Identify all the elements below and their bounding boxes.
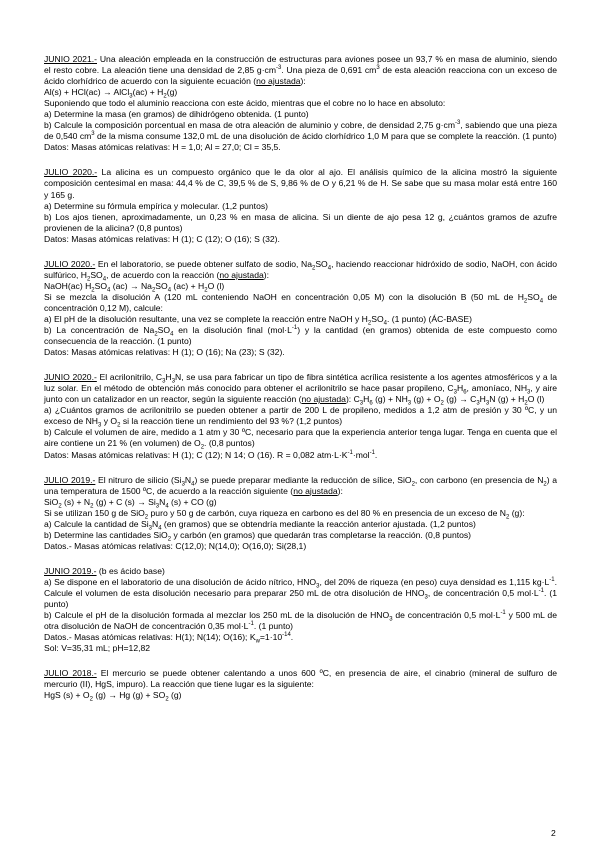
problem-junio-2019 xyxy=(44,566,557,654)
question-b: b) Calcule el pH de la disolución formada al mezclar los 250 mL de la disolución de $HNO_3$ de concentración 0,5 $mol\cdot L^{-1}$ y 500 mL de otra disolución de NaOH de concentración 0,35 $mol\cdot L^{-1}$. (1 punto) xyxy=(44,610,557,632)
chemical-equation: SiO$_2$ $(s) + N_2$ (g) + C $(s) \to Si_3N_4$ (s) + CO (g) xyxy=(44,496,217,510)
problem-intro: JUNIO 2019.- (b es ácido base) xyxy=(44,565,165,576)
question-a: a) Se dispone en el laboratorio de una disolución de ácido nítrico, $HNO_3$, del 20% de riqueza (en peso) cuya densidad es 1,115 $kg\cdot L^{-1}$. Calcule el volumen de esta disolución necesario para preparar 250 mL de otra disolución de $HNO_3$, de concentración 0,5 $mol\cdot L^{-1}$. (1 punto) xyxy=(44,576,557,610)
question-a: a) El pH de la disolución resultante, una vez se complete la reacción entre NaOH y $H_2SO_4$. (1 punto) (ÁC-BASE) xyxy=(44,313,472,327)
problem-julio-2020-sulfato xyxy=(44,259,557,358)
problem-date: JUNIO 2019.- xyxy=(44,565,97,576)
problem-date: JULIO 2019.- xyxy=(44,474,96,485)
problem-date: JULIO 2020.- xyxy=(44,258,96,269)
problem-data: Datos: Masas atómicas relativas: H (1); C (12); N 14; O (16). R = 0,082 $atm\cdot L\cdot K^{-1}\cdot mol^{-1}$. xyxy=(44,449,378,460)
page-number: 2 xyxy=(551,828,556,838)
problem-date: JULIO 2020.- xyxy=(44,167,98,178)
problem-date: JULIO 2018.- xyxy=(44,668,97,679)
question-a: a) Calcule la cantidad de $Si_3N_4$ (en gramos) que se obtendría mediante la reacción anterior ajustada. (1,2 puntos) xyxy=(44,518,476,532)
chemical-equation: HgS $(s) + O_2$ (g) → Hg $(g) + SO_2$ (g) xyxy=(44,690,182,704)
problem-data: Datos.- Masas atómicas relativas: C(12,0); N(14,0); O(16,0); Si(28,1) xyxy=(44,540,307,551)
problem-data: Datos: Masas atómicas relativas: H = 1,0; Al = 27,0; Cl = 35,5. xyxy=(44,142,281,153)
problem-date: JUNIO 2020.- xyxy=(44,372,97,383)
problem-julio-2019 xyxy=(44,475,557,552)
problem-intro: JULIO 2020.- En el laboratorio, se puede obtener sulfato de sodio, $Na_2SO_4$, haciendo reaccionar hidróxido de sodio, NaOH, con ácido sulfúrico, $H_2SO_4$, de acuerdo con la reacción (no ajustada): xyxy=(44,258,557,283)
question-a: a) ¿Cuántos gramos de acrilonitrilo se pueden obtener a partir de 200 L de propileno, medidos a 1,2 atm de presión y 30 ºC, y un exceso de $NH_3$ y $O_2$ si la reacción tiene un rendimiento del 93 %? (1,2 puntos) xyxy=(44,405,557,430)
problem-text: Si se utilizan 150 g de SiO$_2$ puro y 50 g de carbón, cuya riqueza en carbono es del 80 % en presencia de un exceso de $N_2$ (g): xyxy=(44,507,525,521)
question-b: b) Calcule la composición porcentual en masa de otra aleación de aluminio y cobre, de densidad 2,75 $g\cdot cm^{-3}$, sabiendo que una pieza de 0,540 $cm^3$ de la misma consume 132,0 mL de una disolución de ácido clorhídrico 1,0 M para que se complete la reacción. (1 punto) xyxy=(44,120,557,142)
chemical-equation: NaOH(ac) $H_2SO_4$ $(ac) \to Na_2SO_4$ $(ac) + H_2O$ (l) xyxy=(44,280,225,294)
problem-intro: JUNIO 2020.- El acrilonitrilo, $C_3H_3N$, se usa para fabricar un tipo de fibra sintética acrílica resistente a los agentes atmosféricos y a la luz solar. En el método de obtención más conocido para obtener el acrilonitrilo se hace pasar propileno, $C_3H_6$, amoníaco, $NH_3$, y aire junto con un catalizador en un reactor, según la siguiente reacción (no ajustada): $C_3H_6$ $(g) + NH_3$ $(g) + O_2$ $(g) \to C_3H_3N$ $(g) + H_2O$ (l) xyxy=(44,372,557,407)
problem-julio-2018 xyxy=(44,668,558,704)
problem-julio-2020-alicina xyxy=(44,167,557,244)
question-b: b) Determine las cantidades SiO$_2$ y carbón (en gramos) que quedarán tras completarse la reacción. (0,8 puntos) xyxy=(44,529,472,543)
problem-intro: JULIO 2019.- El nitruro de silicio $(Si_3N_4)$ se puede preparar mediante la reducción de sílice, SiO$_2$, con carbono (en presencia de $N_2$) a una temperatura de 1500 ºC, de acuerdo a la reacción siguiente (no ajustada): xyxy=(44,474,558,496)
problem-intro: JULIO 2020.- La alicina es un compuesto orgánico que le da olor al ajo. El análisis químico de la alicina mostró la siguiente composición centesimal en masa: 44,4 % de C, 39,5 % de S, 9,86 % de O y 6,21 % de H. Se sabe que su masa molar está entre 160 y 165 g. xyxy=(44,167,558,200)
document-page xyxy=(44,54,557,715)
problem-intro: JULIO 2018.- El mercurio se puede obtener calentando a unos 600 ºC, en presencia de aire, el cinabrio (mineral de sulfuro de mercurio (II), HgS, impuro). La reacción que tiene lugar es la siguiente: xyxy=(44,668,558,690)
problem-data: Datos: Masas atómicas relativas: H (1); O (16); Na (23); S (32). xyxy=(44,347,285,358)
problem-date: JUNIO 2021.- xyxy=(44,54,97,64)
solution-text: Sol: V=35,31 mL; pH=12,82 xyxy=(44,643,151,654)
question-b: b) Los ajos tienen, aproximadamente, un 0,23 % en masa de alicina. Si un diente de ajo pesa 12 g, ¿cuántos gramos de azufre provienen de la alicina? (0,8 puntos) xyxy=(44,211,557,233)
problem-text: Si se mezcla la disolución A (120 mL conteniendo NaOH en concentración 0,05 M) con la disolución B (50 mL de $H_2SO_4$ de concentración 0,12 M), calcule: xyxy=(44,291,558,313)
question-a: a) Determine su fórmula empírica y molecular. (1,2 puntos) xyxy=(44,200,269,211)
question-b: b) Calcule el volumen de aire, medido a 1 atm y 30 ºC, necesario para que la experiencia anterior tenga lugar. Tenga en cuenta que el aire contiene un 21 % (en volumen) de $O_2$. (0,8 puntos) xyxy=(44,427,557,452)
chemical-equation: Al(s) + HCl(ac) → AlCl$_3$(ac) + $H_2(g)$ xyxy=(44,87,178,100)
problem-text: Suponiendo que todo el aluminio reacciona con este ácido, mientras que el cobre no lo hace en absoluto: xyxy=(44,98,446,109)
problem-junio-2020 xyxy=(44,372,557,460)
question-b: b) La concentración de $Na_2SO_4$ en la disolución final $(mol\cdot L^{-1})$ y la cantidad (en gramos) obtenida de este compuesto como consecuencia de la reacción. (1 punto) xyxy=(44,325,557,347)
problem-data: Datos: Masas atómicas relativas: H (1); C (12); O (16); S (32). xyxy=(44,233,280,244)
problem-intro: JUNIO 2021.- Una aleación empleada en la construcción de estructuras para aviones posee un 93,7 % en masa de aluminio, siendo el resto cobre. La aleación tiene una densidad de 2,85 $g\cdot cm^{-3}$. Una pieza de 0,691 $cm^3$ de esta aleación reacciona con un exceso de ácido clorhídrico de acuerdo con la siguiente ecuación (no ajustada): xyxy=(44,54,558,87)
problem-junio-2021 xyxy=(44,54,557,153)
problem-data: Datos.- Masas atómicas relativas: H(1); N(14); O(16); $K_w=1\cdot 10^{-14}$. xyxy=(44,632,294,645)
question-a: a) Determine la masa (en gramos) de dihidrógeno obtenida. (1 punto) xyxy=(44,109,309,120)
